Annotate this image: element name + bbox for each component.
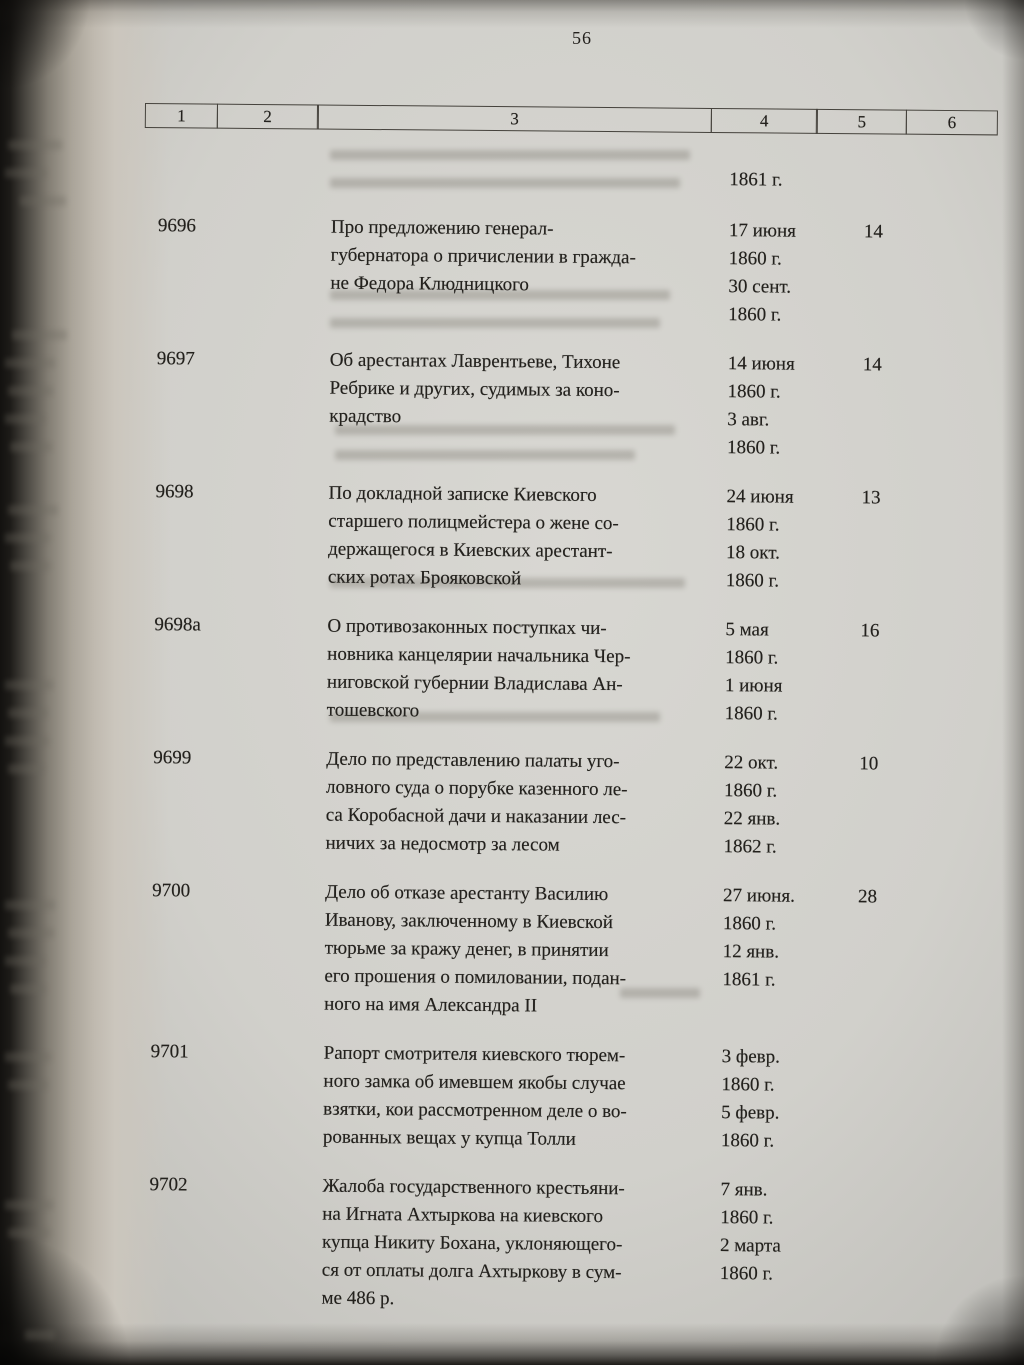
entry-pages: [856, 1177, 998, 1178]
bleedthrough-text: [5, 1200, 53, 1210]
table-row: [142, 345, 1005, 465]
entry-dates: [720, 1176, 856, 1289]
bleedthrough-text: [5, 736, 49, 746]
date-line: 30 сент.: [728, 276, 792, 298]
entry-description: [325, 746, 724, 861]
bleedthrough-text: [5, 533, 50, 543]
carryover-dates: [729, 166, 864, 195]
date-line: 1860 г.: [719, 1263, 774, 1285]
bleedthrough-text: [5, 900, 55, 910]
bleedthrough-text: [8, 386, 53, 396]
date-line: 14 июня: [727, 353, 795, 375]
date-line: 1860 г.: [721, 1074, 775, 1096]
table-row: [137, 877, 1000, 1025]
description-line: По докладной записке Киевского: [328, 482, 597, 506]
date-line: 3 февр.: [721, 1046, 781, 1068]
bleedthrough-text: [8, 928, 54, 938]
entry-pages: [857, 1044, 999, 1045]
date-line: 5 февр.: [721, 1102, 780, 1124]
entry-id: 9698а: [154, 614, 201, 636]
entry-id: 9702: [149, 1174, 188, 1196]
description-line: ловного суда о порубке казенного ле-: [325, 776, 628, 801]
table-row: [136, 1038, 999, 1158]
table-row: [143, 212, 1006, 332]
description-line: Рапорт смотрителя киевского тюрем-: [323, 1042, 626, 1067]
description-line: рованных вещах у купца Толли: [322, 1126, 576, 1150]
description-line: не Федора Клюдницкого: [330, 272, 530, 296]
entry-description: [323, 1040, 722, 1155]
entry-id: 9697: [156, 348, 195, 370]
entry-dates: [721, 1043, 857, 1156]
bleedthrough-text: [20, 196, 66, 206]
description-line: Иванову, заключенному в Киевской: [324, 909, 614, 934]
description-line: ниговской губернии Владислава Ан-: [326, 671, 623, 696]
date-line: 1860 г.: [727, 381, 781, 403]
description-line: на Игната Ахтыркова на киевского: [322, 1203, 604, 1228]
column-header: 1: [145, 103, 218, 129]
bleedthrough-text: [8, 1080, 48, 1090]
entry-dates: [723, 749, 859, 862]
description-line: Дело об отказе арестанту Василию: [325, 881, 609, 906]
date-line: 12 янв.: [722, 941, 780, 963]
description-line: ничих за недосмотр за лесом: [325, 832, 560, 856]
entry-pages: 14: [862, 354, 882, 376]
description-line: ме 486 р.: [321, 1287, 395, 1310]
page-number: 56: [572, 28, 592, 48]
description-line: ного на имя Александра II: [324, 993, 538, 1017]
bleedthrough-text: [25, 1330, 55, 1340]
date-line: 3 авг.: [727, 409, 770, 431]
date-line: 1 июня: [724, 675, 783, 697]
entry-dates: [728, 217, 864, 330]
entry-description: [329, 347, 728, 434]
date-line: 1860 г.: [725, 570, 780, 592]
date-line: 22 окт.: [724, 752, 779, 774]
date-line: 1860 г.: [724, 703, 778, 725]
date-line: 1860 г.: [720, 1130, 775, 1152]
bleedthrough-text: [8, 708, 48, 718]
bleedthrough-text: [12, 330, 67, 340]
bleedthrough-text: [5, 1052, 51, 1062]
column-header: 6: [906, 110, 998, 136]
table-header-row: [145, 103, 1007, 137]
entry-description: [327, 613, 726, 728]
bleedthrough-text: [5, 168, 47, 178]
column-header: 5: [816, 109, 907, 135]
description-line: губернатора о причислении в гражда-: [330, 244, 636, 269]
table-row: [134, 1171, 997, 1319]
description-line: Жалоба государственного крестьяни-: [322, 1175, 625, 1200]
date-line: 1862 г.: [723, 836, 777, 858]
archive-inventory-table: [134, 103, 1007, 1339]
table-row: [138, 744, 1001, 864]
date-line: 1860 г.: [723, 780, 778, 802]
bleedthrough-text: [8, 505, 58, 515]
date-line: 27 июня.: [723, 885, 795, 907]
entry-id: 9700: [152, 880, 191, 902]
entry-pages: 16: [860, 620, 880, 642]
bleedthrough-text: [8, 1228, 50, 1238]
description-line: Об арестантах Лаврентьеве, Тихоне: [329, 349, 621, 374]
date-line: 24 июня: [726, 486, 794, 508]
date-line: 1860 г.: [726, 437, 781, 459]
description-line: его прошения о помиловании, подан-: [324, 965, 627, 990]
entry-description: [328, 480, 727, 595]
description-line: ских ротах Брояковской: [327, 566, 522, 590]
bleedthrough-text: [10, 561, 50, 571]
entry-dates: [727, 350, 863, 463]
date-line: 1860 г.: [726, 514, 780, 536]
description-line: са Коробасной дачи и наказании лес-: [325, 804, 627, 829]
entry-description: [330, 214, 729, 301]
bleedthrough-text: [8, 764, 44, 774]
date-line: 1860 г.: [720, 1207, 774, 1229]
entry-id: 9699: [153, 747, 192, 769]
description-line: Ребрике и других, судимых за коно-: [329, 377, 620, 402]
date-line: 5 мая: [725, 619, 769, 641]
description-line: взятки, кои рассмотренном деле о во-: [323, 1098, 627, 1123]
date-line: 1861 г.: [722, 969, 776, 991]
bleedthrough-text: [5, 358, 55, 368]
date-line: 17 июня: [728, 220, 797, 242]
date-line: 7 янв.: [720, 1179, 768, 1201]
bleedthrough-text: [10, 442, 52, 452]
entry-pages: 14: [863, 221, 883, 243]
description-line: старшего полицмейстера о жене со-: [328, 510, 619, 535]
date-line: 22 янв.: [723, 808, 781, 830]
carryover-row: [144, 161, 1006, 197]
entry-id: 9701: [150, 1041, 189, 1063]
column-header: 2: [216, 104, 318, 130]
date-line: 1860 г.: [722, 913, 777, 935]
bleedthrough-text: [8, 140, 62, 150]
column-header: 4: [711, 108, 818, 134]
description-line: крадство: [329, 405, 402, 428]
description-line: Про предложению генерал-: [330, 216, 554, 240]
description-line: О противозаконных поступках чи-: [327, 615, 607, 640]
column-header: 3: [317, 105, 712, 133]
entries: [134, 212, 1006, 1318]
entry-pages: 28: [858, 886, 878, 908]
carryover-description: [331, 163, 729, 166]
entry-id: 9698: [155, 481, 194, 503]
description-line: Дело по представлению палаты уго-: [326, 748, 620, 773]
entry-id: 9696: [157, 215, 197, 237]
entry-pages: 13: [861, 487, 881, 509]
entry-description: [321, 1173, 720, 1316]
bleedthrough-text: [10, 984, 46, 994]
date-line: 1861 г.: [729, 169, 783, 191]
entry-description: [324, 879, 723, 1022]
date-line: 1860 г.: [728, 304, 782, 326]
date-line: 1860 г.: [725, 647, 779, 669]
description-line: ного замка об имевшем якобы случае: [323, 1070, 626, 1095]
description-line: тошевского: [326, 699, 420, 722]
entry-dates: [726, 483, 862, 596]
carryover-id: [144, 161, 331, 163]
description-line: держащегося в Киевских арестант-: [328, 538, 613, 563]
date-line: 1860 г.: [728, 248, 782, 270]
date-line: 2 марта: [719, 1235, 781, 1257]
entry-pages: 10: [859, 753, 879, 775]
carryover-pages: [864, 167, 1006, 168]
entry-dates: [722, 882, 858, 995]
bleedthrough-text: [5, 680, 53, 690]
description-line: ся от оплаты долга Ахтыркову в сум-: [321, 1259, 622, 1284]
table-row: [141, 478, 1004, 598]
description-line: новника канцелярии начальника Чер-: [327, 643, 631, 668]
date-line: 18 окт.: [726, 542, 781, 564]
entry-dates: [725, 616, 861, 729]
bleedthrough-text: [5, 956, 45, 966]
description-line: купца Никиту Бохана, уклоняющего-: [321, 1231, 623, 1256]
table-row: [140, 611, 1003, 731]
description-line: тюрьме за кражу денег, в принятии: [324, 937, 609, 962]
bleedthrough-text: [5, 414, 45, 424]
